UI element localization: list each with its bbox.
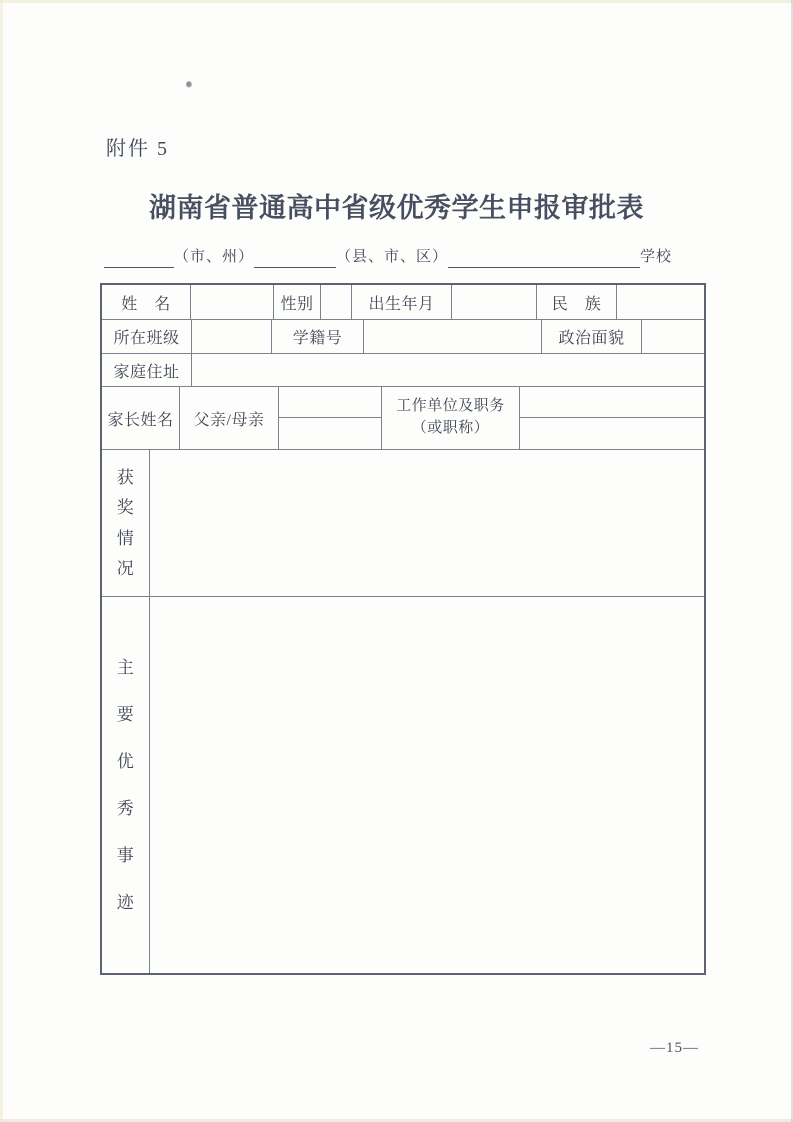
birth-month-value-cell (452, 285, 537, 320)
county-city-district-label: （县、市、区） (336, 249, 449, 265)
table-row-parents (102, 387, 704, 450)
application-form-table (100, 283, 706, 975)
city-state-label: （市、州） (174, 249, 255, 265)
home-address-label: 家庭住址 (102, 354, 192, 387)
county-blank-line (254, 248, 336, 268)
political-status-label: 政治面貌 (542, 320, 642, 354)
gender-label: 性别 (274, 285, 321, 320)
header-fill-line (104, 246, 672, 268)
table-row-basic-info-1 (102, 285, 704, 320)
scan-edge-top (0, 0, 793, 3)
name-value-cell (191, 285, 274, 320)
deeds-label-char: 秀 (116, 799, 135, 818)
form-title: 湖南省普通高中省级优秀学生申报审批表 (149, 193, 644, 223)
awards-content-cell (150, 450, 704, 597)
deeds-label-char: 要 (116, 705, 135, 724)
home-address-value-cell (192, 354, 704, 387)
mother-work-unit-value-cell (520, 418, 704, 449)
father-mother-label: 父亲/母亲 (180, 387, 279, 450)
table-row-address (102, 354, 704, 387)
ethnicity-value-cell (617, 285, 704, 320)
parent-name-label: 家长姓名 (102, 387, 180, 450)
father-work-unit-value-cell (520, 387, 704, 418)
attachment-label: 附件 5 (106, 138, 169, 160)
deeds-label-char: 迹 (116, 893, 135, 912)
scan-artifact-dot (186, 81, 192, 88)
awards-label-char: 获 (116, 468, 135, 488)
city-blank-line (104, 248, 174, 268)
student-id-value-cell (364, 320, 542, 354)
name-label: 姓 名 (102, 285, 191, 320)
school-blank-line (448, 248, 640, 268)
awards-label-char: 情 (116, 528, 135, 548)
work-unit-label-line2: （或职称） (411, 420, 490, 436)
deeds-label-char: 主 (116, 658, 135, 677)
father-name-value-cell (279, 387, 381, 418)
work-unit-label (382, 387, 520, 450)
deeds-label (102, 597, 150, 973)
student-id-label: 学籍号 (272, 320, 364, 354)
awards-label-char: 况 (116, 558, 135, 578)
ethnicity-label: 民 族 (537, 285, 617, 320)
gender-value-cell (321, 285, 352, 320)
page-number: —15— (650, 1040, 699, 1056)
political-status-value-cell (642, 320, 704, 354)
awards-label-char: 奖 (116, 498, 135, 518)
table-row-awards (102, 450, 704, 597)
parent-name-value-cell (279, 387, 382, 450)
deeds-label-char: 优 (116, 752, 135, 771)
deeds-label-char: 事 (116, 846, 135, 865)
table-row-deeds (102, 597, 704, 973)
awards-label (102, 450, 150, 597)
mother-name-value-cell (279, 418, 381, 449)
scan-edge-left (0, 0, 3, 1122)
deeds-content-cell (150, 597, 704, 973)
class-value-cell (192, 320, 272, 354)
work-unit-value-cell (520, 387, 704, 450)
class-label: 所在班级 (102, 320, 192, 354)
birth-month-label: 出生年月 (352, 285, 452, 320)
school-label: 学校 (640, 249, 673, 265)
table-row-basic-info-2 (102, 320, 704, 354)
work-unit-label-line1: 工作单位及职务 (396, 398, 505, 415)
